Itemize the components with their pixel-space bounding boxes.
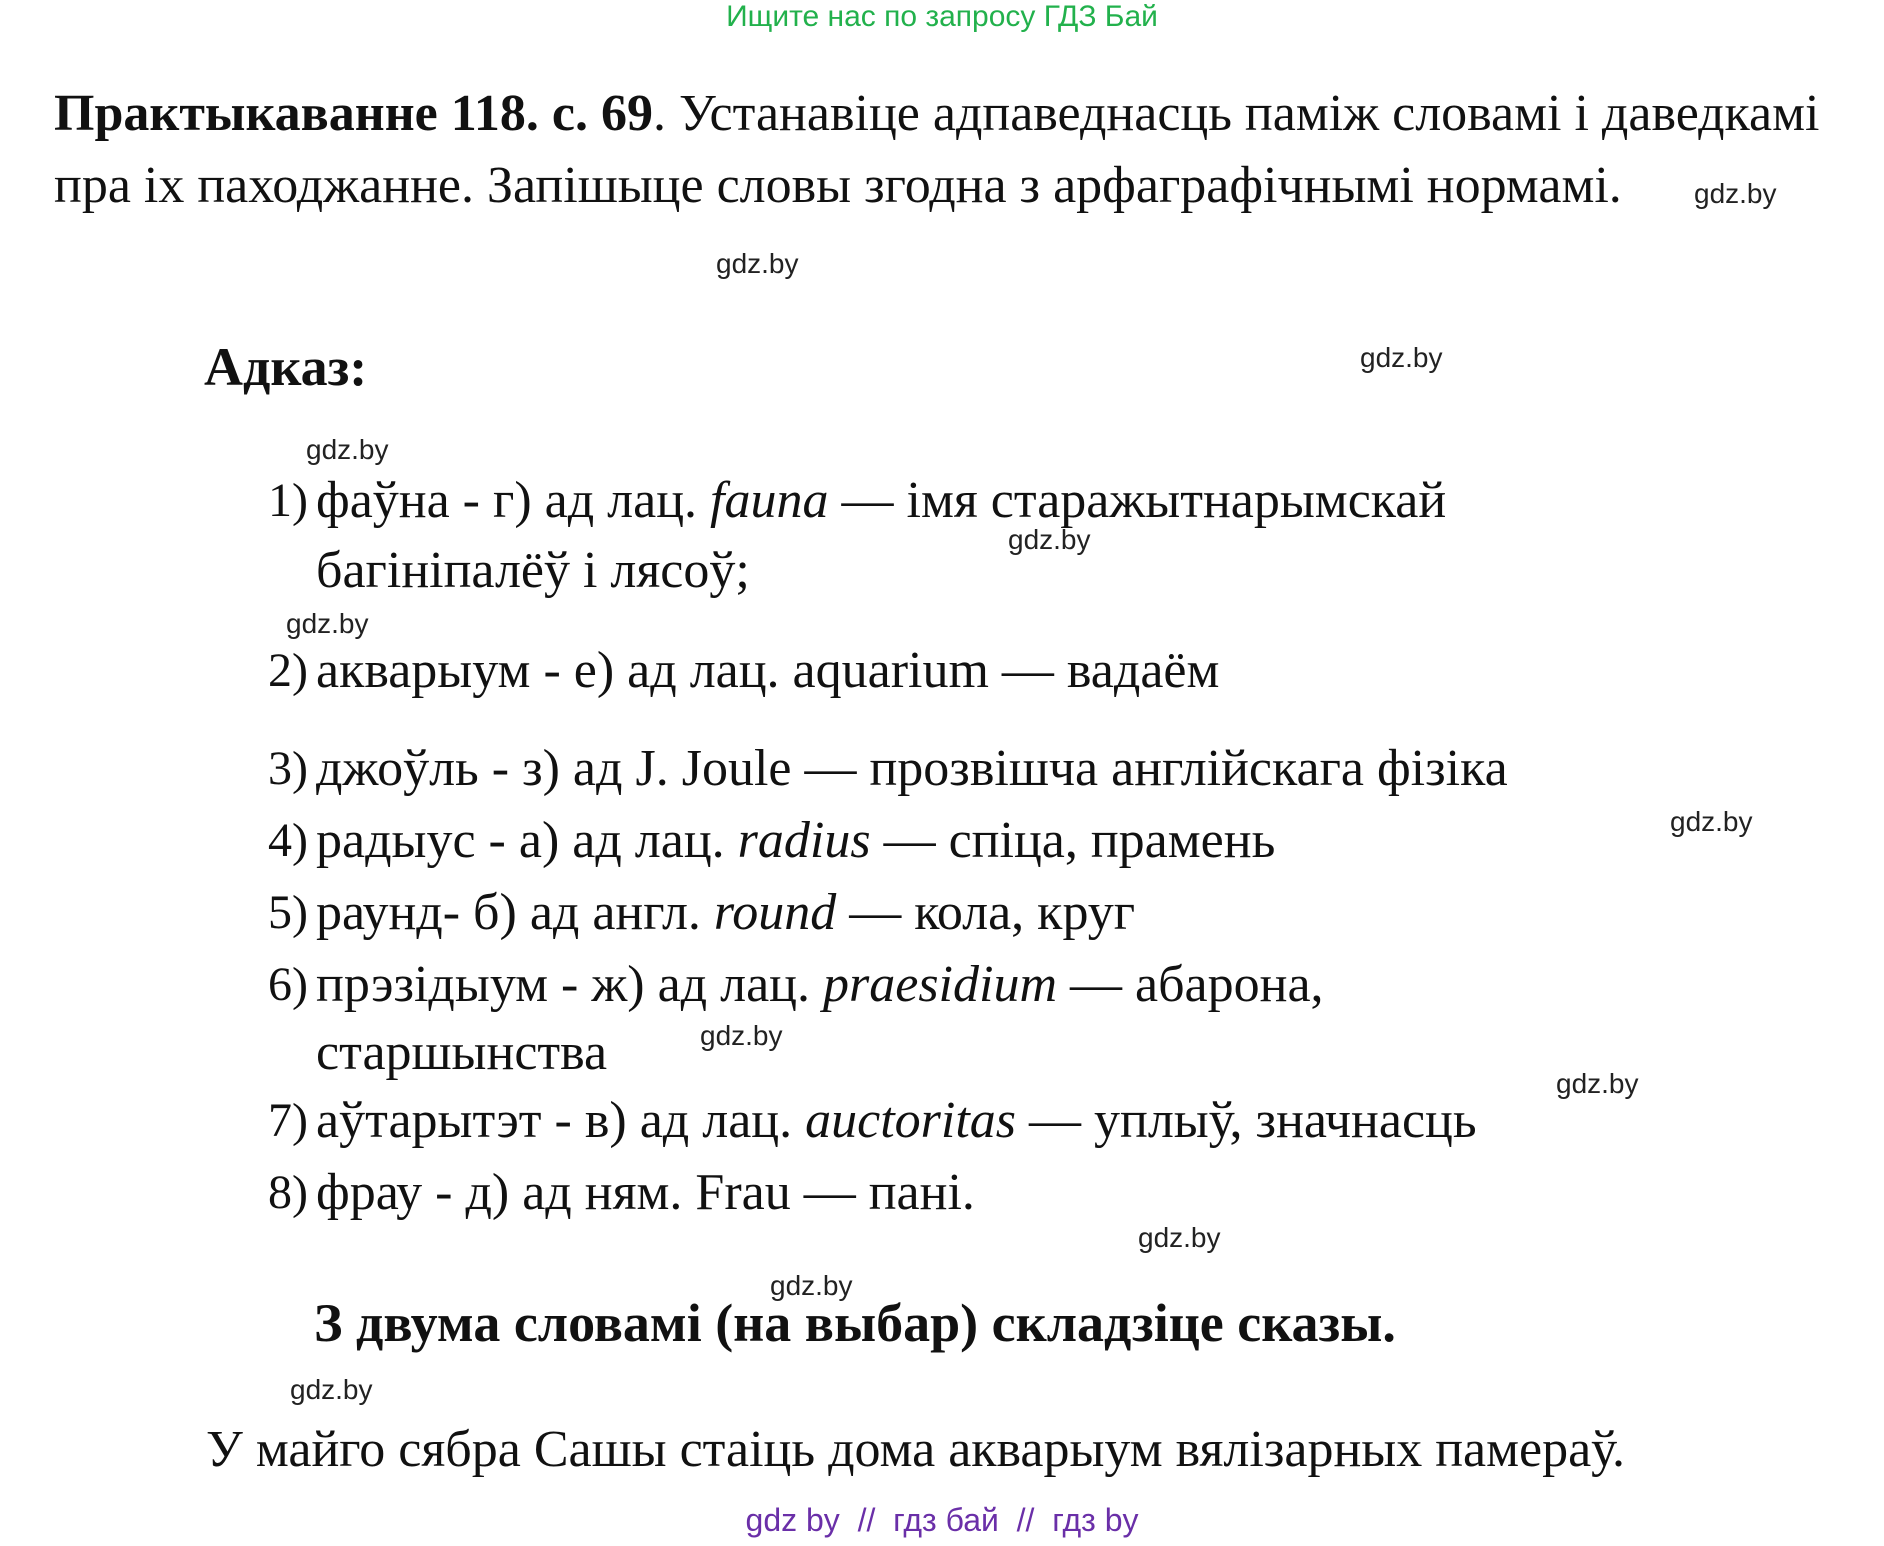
watermark: gdz.by bbox=[770, 1270, 853, 1301]
answer-item-6 bbox=[268, 954, 1324, 1016]
item-text: аўтарытэт - в) ад лац. bbox=[316, 1092, 806, 1149]
item-text: акварыум - е) ад лац. aquarium — вадаём bbox=[316, 642, 1220, 699]
watermark: gdz.by bbox=[1138, 1222, 1221, 1253]
answer-item-4 bbox=[268, 810, 1276, 872]
answer-item-2 bbox=[268, 640, 1220, 702]
answer-item-8 bbox=[268, 1162, 975, 1224]
item-number: 1) bbox=[268, 474, 308, 527]
watermark: gdz.by bbox=[1360, 342, 1443, 373]
item-text: фаўна - г) ад лац. bbox=[316, 472, 711, 529]
task-label: Практыкаванне 118. с. 69 bbox=[54, 85, 653, 142]
answer-item-1 bbox=[268, 470, 1447, 532]
item-number: 8) bbox=[268, 1166, 308, 1219]
watermark: gdz.by bbox=[306, 434, 389, 465]
item-number: 2) bbox=[268, 644, 308, 697]
watermark: gdz.by bbox=[1694, 178, 1777, 209]
item-text: раунд- б) ад англ. bbox=[316, 884, 714, 941]
item-word: auctoritas bbox=[805, 1092, 1017, 1149]
watermark: gdz.by bbox=[700, 1020, 783, 1051]
item-number: 3) bbox=[268, 742, 308, 795]
item-text: фрау - д) ад ням. Frau — пані. bbox=[316, 1164, 975, 1221]
subheading: З двума словамі (на выбар) складзіце сказы. bbox=[314, 1293, 1396, 1353]
answer-item-1-continuation: багініпалёў і лясоў; bbox=[316, 542, 750, 599]
item-text-end: — уплыў, значнасць bbox=[1016, 1092, 1477, 1149]
top-banner: Ищите нас по запросу ГДЗ Бай bbox=[726, 0, 1158, 33]
watermark: gdz.by bbox=[1556, 1068, 1639, 1099]
item-text-end: — кола, круг bbox=[836, 884, 1136, 941]
item-number: 6) bbox=[268, 958, 308, 1011]
answer-item-3 bbox=[268, 738, 1508, 800]
item-word: radius bbox=[737, 812, 871, 869]
item-word: fauna bbox=[710, 472, 829, 529]
watermark: gdz.by bbox=[716, 248, 799, 279]
answer-item-5 bbox=[268, 882, 1136, 944]
example-sentence: У майго сябра Сашы стаіць дома акварыум вялізарных памераў. bbox=[206, 1421, 1625, 1478]
item-number: 7) bbox=[268, 1094, 308, 1147]
item-text-end: — спіца, прамень bbox=[870, 812, 1276, 869]
footer-links: gdz by // гдз бай // гдз by bbox=[745, 1502, 1139, 1538]
answer-item-7 bbox=[268, 1090, 1477, 1152]
item-text: радыус - а) ад лац. bbox=[316, 812, 738, 869]
task-text: . Устанавіце адпаведнасць паміж словамі і даведкамі пра іх паходжанне. Запішыце словы згодна з арфаграфічнымі нормамі. bbox=[54, 85, 1820, 214]
watermark: gdz.by bbox=[1670, 806, 1753, 837]
answer-heading: Адказ: bbox=[204, 337, 368, 397]
answer-item-6-continuation: старшынства bbox=[316, 1024, 608, 1081]
watermark: gdz.by bbox=[286, 608, 369, 639]
task-statement bbox=[54, 78, 1844, 222]
item-number: 5) bbox=[268, 886, 308, 939]
watermark: gdz.by bbox=[290, 1374, 373, 1405]
item-text-end: — імя старажытнарымскай bbox=[828, 472, 1447, 529]
item-number: 4) bbox=[268, 814, 308, 867]
item-text: прэзідыум - ж) ад лац. bbox=[316, 956, 823, 1013]
item-word: praesidium bbox=[823, 956, 1057, 1013]
item-text-end: — абарона, bbox=[1057, 956, 1324, 1013]
item-word: round bbox=[713, 884, 837, 941]
watermark: gdz.by bbox=[1008, 524, 1091, 555]
item-text: джоўль - з) ад J. Joule — прозвішча англійскага фізіка bbox=[316, 740, 1508, 797]
